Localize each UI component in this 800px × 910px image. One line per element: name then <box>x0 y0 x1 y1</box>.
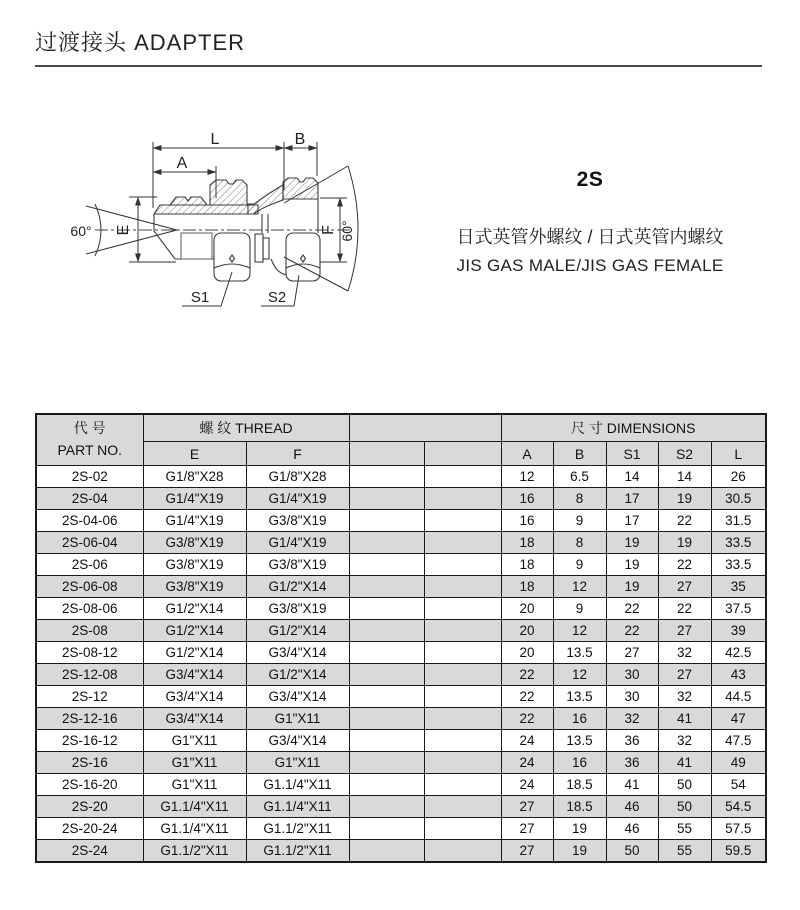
table-cell: 41 <box>658 752 711 774</box>
table-cell <box>424 774 501 796</box>
table-cell <box>424 576 501 598</box>
table-cell: 22 <box>658 554 711 576</box>
table-cell: 27 <box>501 796 553 818</box>
table-row <box>36 796 766 818</box>
table-cell: 2S-12-08 <box>36 664 143 686</box>
table-cell: 19 <box>658 488 711 510</box>
table-cell: 55 <box>658 818 711 840</box>
table-cell <box>349 620 424 642</box>
header-col-b: B <box>553 442 606 466</box>
table-cell: 19 <box>553 818 606 840</box>
header-col-e: E <box>143 442 246 466</box>
table-row <box>36 708 766 730</box>
table-cell: G3/8"X19 <box>246 510 349 532</box>
table-cell: 27 <box>501 840 553 863</box>
table-cell: 9 <box>553 598 606 620</box>
table-cell <box>349 466 424 488</box>
table-cell: G3/4"X14 <box>246 730 349 752</box>
header-col-empty2 <box>424 442 501 466</box>
table-cell: 2S-06-04 <box>36 532 143 554</box>
table-cell: 17 <box>606 488 658 510</box>
table-cell: 24 <box>501 752 553 774</box>
table-cell: 13.5 <box>553 686 606 708</box>
table-cell: 20 <box>501 598 553 620</box>
table-cell: 17 <box>606 510 658 532</box>
table-cell: G1/4"X19 <box>246 488 349 510</box>
table-cell <box>349 598 424 620</box>
table-cell: 27 <box>658 576 711 598</box>
table-cell: 50 <box>658 774 711 796</box>
table-cell: 36 <box>606 730 658 752</box>
table-cell: 2S-08 <box>36 620 143 642</box>
table-cell: 16 <box>553 708 606 730</box>
table-row <box>36 598 766 620</box>
table-row <box>36 774 766 796</box>
table-cell: 2S-06-08 <box>36 576 143 598</box>
table-cell: G3/8"X19 <box>246 554 349 576</box>
header-col-l: L <box>711 442 766 466</box>
table-cell: 49 <box>711 752 766 774</box>
table-cell <box>424 796 501 818</box>
table-cell: 27 <box>658 620 711 642</box>
product-desc-cn: 日式英管外螺纹 / 日式英管内螺纹 <box>456 227 724 247</box>
table-cell: 6.5 <box>553 466 606 488</box>
table-cell: 8 <box>553 532 606 554</box>
table-cell: 19 <box>606 532 658 554</box>
table-row <box>36 510 766 532</box>
table-row <box>36 730 766 752</box>
header-part-no-cn: 代 号 <box>73 420 106 437</box>
table-cell: G3/4"X14 <box>143 664 246 686</box>
table-cell: 42.5 <box>711 642 766 664</box>
header-part-no <box>36 414 143 466</box>
table-cell <box>424 554 501 576</box>
table-cell: 18 <box>501 576 553 598</box>
header-thread-group: 螺 纹 THREAD <box>143 414 349 442</box>
table-cell: 22 <box>658 510 711 532</box>
table-cell: G1/4"X19 <box>143 510 246 532</box>
header-col-f: F <box>246 442 349 466</box>
table-cell: G3/8"X19 <box>246 598 349 620</box>
table-cell <box>424 664 501 686</box>
table-cell: 50 <box>606 840 658 863</box>
table-cell: G1"X11 <box>143 774 246 796</box>
table-cell: G1/2"X14 <box>246 576 349 598</box>
table-row <box>36 576 766 598</box>
table-cell: 13.5 <box>553 642 606 664</box>
table-cell: 2S-24 <box>36 840 143 863</box>
table-cell: 22 <box>658 598 711 620</box>
table-cell: G1/8"X28 <box>246 466 349 488</box>
technical-drawing <box>0 110 480 340</box>
table-cell: G1"X11 <box>143 752 246 774</box>
table-cell: G1.1/4"X11 <box>143 818 246 840</box>
table-cell: 22 <box>501 664 553 686</box>
table-cell <box>424 620 501 642</box>
table-cell: 55 <box>658 840 711 863</box>
table-cell <box>424 488 501 510</box>
table-row <box>36 554 766 576</box>
table-row <box>36 620 766 642</box>
header-col-a: A <box>501 442 553 466</box>
table-cell: 20 <box>501 620 553 642</box>
table-cell: G3/4"X14 <box>143 708 246 730</box>
table-cell: 22 <box>606 598 658 620</box>
table-body <box>36 466 766 863</box>
table-cell <box>349 664 424 686</box>
table-cell: 2S-12-16 <box>36 708 143 730</box>
table-cell: 43 <box>711 664 766 686</box>
table-cell <box>349 532 424 554</box>
table-cell: 59.5 <box>711 840 766 863</box>
table-cell <box>349 730 424 752</box>
table-cell: G1/2"X14 <box>143 598 246 620</box>
angle-label-left: 60° <box>70 223 92 239</box>
table-cell: 27 <box>658 664 711 686</box>
table-cell <box>349 642 424 664</box>
table-cell <box>349 510 424 532</box>
dim-label-l: L <box>210 131 220 148</box>
table-cell: G1.1/4"X11 <box>246 796 349 818</box>
table-cell: G1"X11 <box>143 730 246 752</box>
table-cell: 2S-08-12 <box>36 642 143 664</box>
table-row <box>36 840 766 863</box>
header-part-no-en: PART NO. <box>57 442 123 458</box>
table-cell: 2S-12 <box>36 686 143 708</box>
table-cell: 24 <box>501 730 553 752</box>
table-cell: 37.5 <box>711 598 766 620</box>
table-cell: 2S-16-20 <box>36 774 143 796</box>
table-cell: 39 <box>711 620 766 642</box>
dim-label-b: B <box>294 131 306 148</box>
table-cell: 46 <box>606 796 658 818</box>
table-cell: G1"X11 <box>246 752 349 774</box>
table-cell: 12 <box>553 620 606 642</box>
table-cell: 41 <box>606 774 658 796</box>
fitting-section <box>154 178 318 214</box>
table-cell: 19 <box>606 554 658 576</box>
table-cell <box>349 774 424 796</box>
table-cell: 19 <box>658 532 711 554</box>
table-cell: G1.1/4"X11 <box>246 774 349 796</box>
table-cell: 30 <box>606 664 658 686</box>
table-cell: G1/4"X19 <box>246 532 349 554</box>
page-title: 过渡接头 ADAPTER <box>35 30 246 55</box>
table-cell <box>349 554 424 576</box>
page-header <box>35 26 762 67</box>
table-cell: 44.5 <box>711 686 766 708</box>
table-cell: 26 <box>711 466 766 488</box>
table-cell: 8 <box>553 488 606 510</box>
table-cell: 2S-20 <box>36 796 143 818</box>
table-cell: 36 <box>606 752 658 774</box>
table-cell: 33.5 <box>711 532 766 554</box>
table-cell: 46 <box>606 818 658 840</box>
table-cell <box>424 598 501 620</box>
table-cell: G3/8"X19 <box>143 532 246 554</box>
table-cell: 19 <box>553 840 606 863</box>
table-row <box>36 664 766 686</box>
table-row <box>36 488 766 510</box>
table-cell: 32 <box>658 642 711 664</box>
table-cell: G1.1/2"X11 <box>246 840 349 863</box>
table-cell: 22 <box>501 686 553 708</box>
table-cell <box>424 466 501 488</box>
dim-label-a: A <box>176 155 188 172</box>
dim-label-f: F <box>320 225 337 235</box>
table-row <box>36 466 766 488</box>
table-cell: 2S-04-06 <box>36 510 143 532</box>
table-cell: 20 <box>501 642 553 664</box>
table-cell <box>424 642 501 664</box>
table-cell: 27 <box>606 642 658 664</box>
dimensions-table <box>35 413 767 863</box>
table-cell: 16 <box>501 488 553 510</box>
table-cell: G1"X11 <box>246 708 349 730</box>
table-cell: 35 <box>711 576 766 598</box>
table-cell: G1.1/4"X11 <box>143 796 246 818</box>
model-code: 2S <box>576 168 604 191</box>
table-cell: 18 <box>501 554 553 576</box>
table-cell <box>424 708 501 730</box>
table-cell <box>424 730 501 752</box>
table-cell: 32 <box>606 708 658 730</box>
table-cell: 22 <box>606 620 658 642</box>
table-cell: 22 <box>501 708 553 730</box>
table-cell: 14 <box>658 466 711 488</box>
product-info <box>440 168 740 276</box>
table-cell: 18.5 <box>553 774 606 796</box>
table-cell <box>349 708 424 730</box>
table-cell: 18.5 <box>553 796 606 818</box>
table-cell: G3/8"X19 <box>143 554 246 576</box>
header-spacer <box>349 414 501 442</box>
table-cell: 27 <box>501 818 553 840</box>
table-cell <box>349 796 424 818</box>
table-cell: 54.5 <box>711 796 766 818</box>
table-cell: 18 <box>501 532 553 554</box>
header-dims-group: 尺 寸 DIMENSIONS <box>501 414 766 442</box>
table-cell: 19 <box>606 576 658 598</box>
table-cell: 24 <box>501 774 553 796</box>
table-cell: 2S-16-12 <box>36 730 143 752</box>
angle-label-right: 60° <box>339 220 355 242</box>
table-cell: G1.1/2"X11 <box>143 840 246 863</box>
table-cell: G3/4"X14 <box>143 686 246 708</box>
table-cell: 9 <box>553 510 606 532</box>
table-cell: 14 <box>606 466 658 488</box>
table-cell: G3/4"X14 <box>246 686 349 708</box>
table-cell: 16 <box>501 510 553 532</box>
table-cell: 13.5 <box>553 730 606 752</box>
table-cell: G1/2"X14 <box>143 620 246 642</box>
header-col-empty1 <box>349 442 424 466</box>
table-cell: 32 <box>658 730 711 752</box>
table-cell <box>424 510 501 532</box>
table-cell: 47.5 <box>711 730 766 752</box>
wrench-label-s2: S2 <box>267 289 287 306</box>
table-cell <box>424 752 501 774</box>
table-cell: G1/2"X14 <box>246 620 349 642</box>
table-cell: 2S-08-06 <box>36 598 143 620</box>
table-cell: 32 <box>658 686 711 708</box>
table-row <box>36 642 766 664</box>
table-row <box>36 752 766 774</box>
table-cell: 47 <box>711 708 766 730</box>
table-cell: 16 <box>553 752 606 774</box>
table-cell: 12 <box>501 466 553 488</box>
table-cell: 30.5 <box>711 488 766 510</box>
table-row <box>36 818 766 840</box>
table-cell <box>349 576 424 598</box>
table-cell <box>424 840 501 863</box>
table-cell <box>424 532 501 554</box>
table-cell: 9 <box>553 554 606 576</box>
table-row <box>36 686 766 708</box>
table-cell: 2S-06 <box>36 554 143 576</box>
table-cell: G3/8"X19 <box>143 576 246 598</box>
table-cell: 2S-16 <box>36 752 143 774</box>
table-cell: 31.5 <box>711 510 766 532</box>
table-cell: 12 <box>553 664 606 686</box>
product-desc-en: JIS GAS MALE/JIS GAS FEMALE <box>456 256 724 275</box>
wrench-label-s1: S1 <box>190 289 210 306</box>
table-cell: 50 <box>658 796 711 818</box>
dim-label-e: E <box>115 224 132 236</box>
table-cell: 2S-02 <box>36 466 143 488</box>
table-cell: 41 <box>658 708 711 730</box>
table-cell <box>424 686 501 708</box>
table-cell: G3/4"X14 <box>246 642 349 664</box>
table-cell: G1/4"X19 <box>143 488 246 510</box>
header-col-s2: S2 <box>658 442 711 466</box>
table-cell: G1/2"X14 <box>246 664 349 686</box>
table-cell: G1.1/2"X11 <box>246 818 349 840</box>
table-row <box>36 532 766 554</box>
table-cell <box>424 818 501 840</box>
table-cell: G1/2"X14 <box>143 642 246 664</box>
table-cell: 30 <box>606 686 658 708</box>
table-cell <box>349 752 424 774</box>
table-cell: 2S-20-24 <box>36 818 143 840</box>
table-cell: 54 <box>711 774 766 796</box>
table-cell <box>349 840 424 863</box>
table-cell: 33.5 <box>711 554 766 576</box>
table-cell <box>349 686 424 708</box>
header-col-s1: S1 <box>606 442 658 466</box>
table-cell: G1/8"X28 <box>143 466 246 488</box>
table-cell: 57.5 <box>711 818 766 840</box>
table-cell <box>349 488 424 510</box>
table-cell: 12 <box>553 576 606 598</box>
table-cell: 2S-04 <box>36 488 143 510</box>
table-cell <box>349 818 424 840</box>
